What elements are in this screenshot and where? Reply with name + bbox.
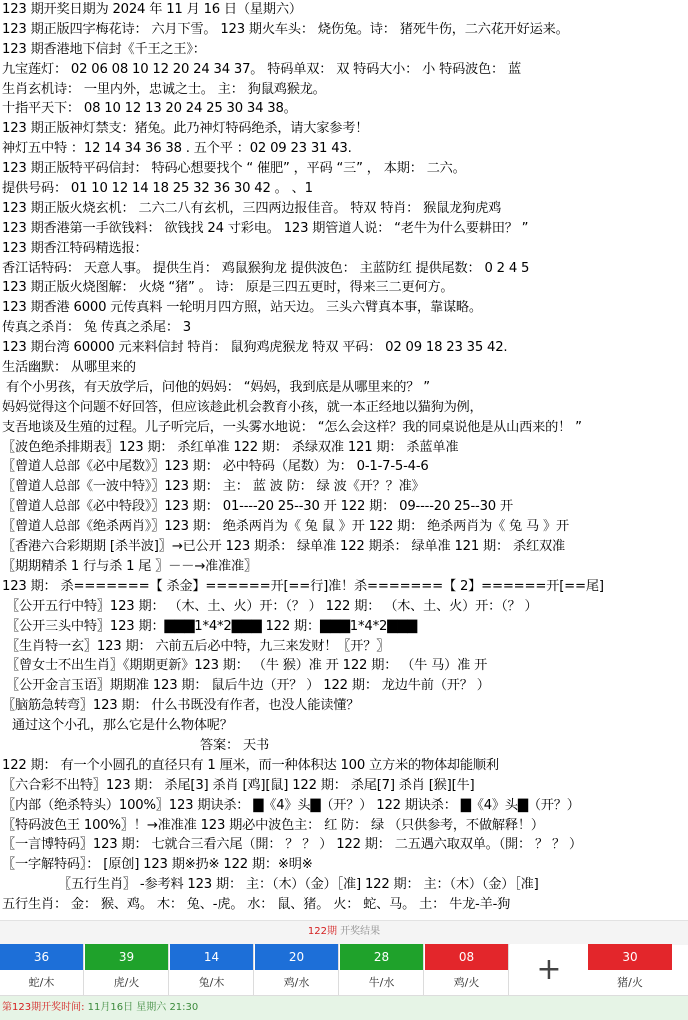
footer-period: 第123期开奖时间: bbox=[2, 1002, 88, 1013]
result-header bbox=[0, 920, 688, 945]
text-line: 123 期香港 6000 元传真料 一轮明月四方照，站天边。 三头六臂真本事，靠谋略。 bbox=[2, 300, 482, 316]
text-line: 神灯五中特 ：12 14 34 36 38 . 五个平 ：02 09 23 31 43. bbox=[2, 141, 352, 157]
ball-cell bbox=[255, 944, 339, 995]
text-line: 答案： 天书 bbox=[200, 737, 269, 753]
ball-cell bbox=[170, 944, 254, 995]
text-line: 〖公开金言玉语〗期期准 123 期： 鼠后牛边（开？ ） 122 期： 龙边牛前（开？ ） bbox=[6, 678, 490, 694]
ball-label: 鸡/火 bbox=[425, 970, 508, 995]
text-line: 〖香港六合彩期期 [杀半波]〗→已公开 123 期杀： 绿单准 122 期杀： 绿单准 121 期： 杀红双准 bbox=[2, 539, 565, 555]
text-line: 〖波色绝杀排期表〗123 期： 杀红单准 122 期： 杀绿双准 121 期： 杀蓝单准 bbox=[2, 439, 459, 455]
text-line: 生活幽默： 从哪里来的 bbox=[2, 360, 136, 376]
plus-icon: + bbox=[510, 944, 588, 995]
text-line: 五行生肖： 金： 猴、鸡。 木： 兔、-虎。 水： 鼠、猪。 火： 蛇、马。 土： 牛龙-羊-狗 bbox=[2, 897, 511, 913]
text-line: 〖期期精杀 1 行与杀 1 尾 〗－－→准准准〗 bbox=[2, 558, 257, 574]
ball-cell bbox=[425, 944, 509, 995]
ball-number: 14 bbox=[170, 944, 253, 970]
special-ball-cell bbox=[588, 944, 672, 995]
text-line: 〖公开五行中特〗123 期： （木、土、火）开：（？ ） 122 期： （木、土、火）开：（？ ） bbox=[6, 598, 538, 614]
text-line: 〖内部（绝杀特头）100%〗123 期诀杀： ▇《4》头▇（开？） 122 期诀杀： ▇《4》头▇（开？） bbox=[2, 797, 580, 813]
result-header-label: 开奖结果 bbox=[336, 926, 381, 937]
ball-label: 牛/水 bbox=[340, 970, 423, 995]
ball-number: 28 bbox=[340, 944, 423, 970]
text-line: 提供号码： 01 10 12 14 18 25 32 36 30 42 。 、1 bbox=[2, 181, 313, 197]
text-line: 〖生肖特一玄〗123 期： 六前五后必中特，九三来发财！〖开？〗 bbox=[6, 638, 390, 654]
text-line: 〖特码波色王 100%〗！→准准准 123 期必中波色主： 红 防： 绿 （只供参考，不做解释！） bbox=[2, 817, 544, 833]
ball-number: 20 bbox=[255, 944, 338, 970]
text-line: 〖脑筋急转弯〗123 期： 什么书既没有作者，也没人能读懂？ bbox=[2, 698, 360, 714]
text-line: 通过这个小孔，那么它是什么物体呢？ bbox=[12, 718, 233, 734]
text-line: 122 期： 有一个小圆孔的直径只有 1 厘米，而一种体积达 100 立方米的物体却能顺利 bbox=[2, 757, 499, 773]
text-line: 妈妈觉得这个问题不好回答，但应该趁此机会教育小孩，就一本正经地以猫狗为例， bbox=[2, 399, 483, 415]
text-line: 123 期香港第一手欲钱料： 欲钱找 24 寸彩电。 123 期管道人说： “老牛为什么要耕田？ ” bbox=[2, 220, 529, 236]
text-line: 〖曾道人总部《必中特段》〗123 期： 01----20 25--30 开 122 期： 09----20 25--30 开 bbox=[2, 499, 513, 515]
text-line: 123 期正版神灯禁支：猪兔。此乃神灯特码绝杀，请大家参考！ bbox=[2, 121, 369, 137]
ball-label: 兔/木 bbox=[170, 970, 253, 995]
text-line: 〖曾女士不出生肖〗《期期更新》123 期： （牛 猴）准 开 122 期： （牛 马）准 开 bbox=[6, 658, 488, 674]
ball-label: 虎/火 bbox=[85, 970, 168, 995]
special-ball-number: 30 bbox=[588, 944, 672, 970]
text-line: 〖公开三头中特〗123 期：▇▇▇1*4*2▇▇▇ 122 期：▇▇▇1*4*2▇▇▇ bbox=[6, 618, 417, 634]
text-line: 123 期香江特码精选报： bbox=[2, 240, 148, 256]
ball-number: 36 bbox=[0, 944, 83, 970]
text-line: 123 期正版四字梅花诗： 六月下雪。 123 期火车头： 烧伤兔。诗： 猪死牛伤，二六花开好运来。 bbox=[2, 21, 569, 37]
text-line: 〖六合彩不出特〗123 期： 杀尾[3] 杀肖 [鸡][鼠] 122 期： 杀尾[7] 杀肖 [猴][牛] bbox=[2, 777, 475, 793]
result-period: 122期 bbox=[307, 926, 337, 937]
text-line: 九宝莲灯： 02 06 08 10 12 20 24 34 37。 特码单双： 双 特码大小： 小 特码波色： 蓝 bbox=[2, 61, 522, 77]
text-line: 十指平天下： 08 10 12 13 20 24 25 30 34 38。 bbox=[2, 101, 297, 117]
text-line: 〖曾道人总部《绝杀两肖》〗123 期： 绝杀两肖为《 兔 鼠 》开 122 期： 绝杀两肖为《 兔 马 》开 bbox=[2, 519, 569, 535]
text-line: 123 期正版特平码信封： 特码心想要找个 “ 催肥” ，平码 “三” ， 本期： 二六。 bbox=[2, 161, 466, 177]
ball-number: 08 bbox=[425, 944, 508, 970]
text-line: 123 期开奖日期为 2024 年 11 月 16 日（星期六） bbox=[2, 2, 302, 17]
text-line: 〖一言博特码〗123 期： 七就合三看六尾（開： ？ ？ ） 122 期： 二五遇六取双单。（開： ？ ？ ） bbox=[2, 837, 582, 853]
draw-time-footer bbox=[0, 996, 688, 1020]
text-line: 香江话特码： 天意人事。 提供生肖： 鸡鼠猴狗龙 提供波色： 主蓝防红 提供尾数： 0 2 4 5 bbox=[2, 260, 530, 276]
ball-number: 39 bbox=[85, 944, 168, 970]
text-line: 有个小男孩，有天放学后，问他的妈妈： “妈妈，我到底是从哪里来的？ ” bbox=[6, 379, 430, 395]
text-line: 〖曾道人总部《必中尾数》〗123 期： 必中特码（尾数）为： 0-1-7-5-4-6 bbox=[2, 459, 429, 475]
special-ball-label: 猪/火 bbox=[588, 970, 672, 995]
text-line: 传真之杀肖： 兔 传真之杀尾： 3 bbox=[2, 320, 192, 336]
result-balls bbox=[0, 944, 688, 996]
text-line: 〖五行生肖〗 -参考料 123 期： 主：（木）（金）［准] 122 期： 主：（木）（金）［准] bbox=[58, 877, 539, 893]
text-line: 123 期香港地下信封《千王之王》： bbox=[2, 41, 206, 57]
text-line: 〖曾道人总部《一波中特》〗123 期： 主： 蓝 波 防： 绿 波《开？？准》 bbox=[2, 479, 425, 495]
text-line: 123 期正版火烧图解： 火烧 “猪” 。 诗： 原是三四五更时，得来三二更何方。 bbox=[2, 280, 454, 296]
ball-label: 鸡/水 bbox=[255, 970, 338, 995]
text-line: 〖一字解特码〗： [原创] 123 期※扔※ 122 期：※明※ bbox=[2, 857, 313, 873]
ball-label: 蛇/木 bbox=[0, 970, 83, 995]
ball-cell bbox=[85, 944, 169, 995]
ball-cell bbox=[0, 944, 84, 995]
text-line: 123 期： 杀=======【 杀金】======开[==行]准！杀=======【 2】======开[==尾] bbox=[2, 578, 604, 594]
footer-time: 11月16日 星期六 21:30 bbox=[87, 1002, 199, 1013]
text-line: 123 期台湾 60000 元来料信封 特肖： 鼠狗鸡虎猴龙 特双 平码： 02 09 18 23 35 42. bbox=[2, 340, 508, 356]
ball-cell bbox=[340, 944, 424, 995]
text-line: 123 期正版火烧玄机： 二六二八有玄机，三四两边报佳音。 特双 特肖： 猴鼠龙狗虎鸡 bbox=[2, 200, 502, 216]
text-line: 生肖玄机诗： 一里内外，忠诚之士。 主： 狗鼠鸡猴龙。 bbox=[2, 81, 326, 97]
text-line: 支吾地谈及生殖的过程。儿子听完后，一头雾水地说： “怎么会这样？我的同桌说他是从山西来的！ ” bbox=[2, 419, 582, 435]
